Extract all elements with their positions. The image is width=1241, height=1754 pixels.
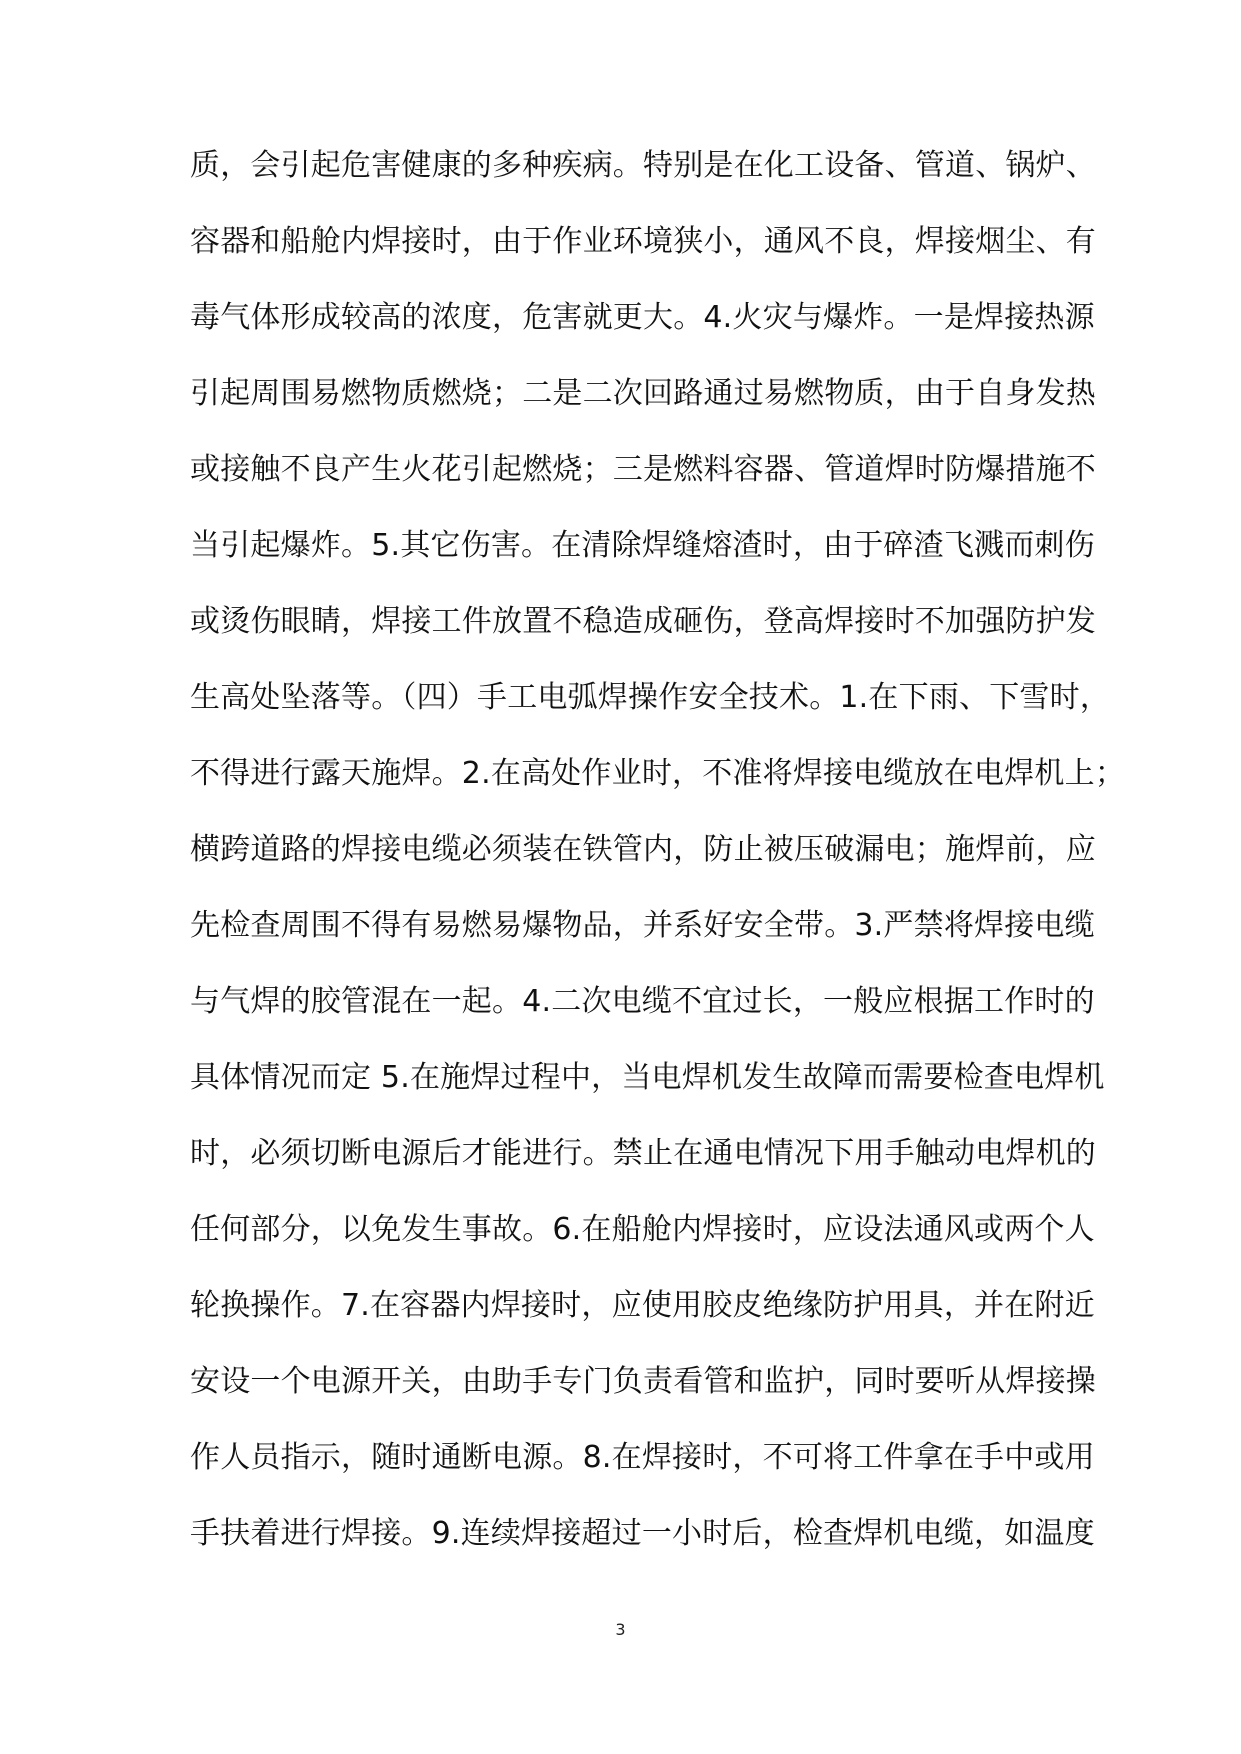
text-line: 不得进行露天施焊。2.在高处作业时，不准将焊接电缆放在电焊机上； [190, 756, 1126, 791]
text-line: 毒气体形成较高的浓度，危害就更大。4.火灾与爆炸。一是焊接热源 [190, 300, 1095, 335]
text-line: 作人员指示，随时通断电源。8.在焊接时，不可将工件拿在手中或用 [190, 1440, 1095, 1475]
text-line: 任何部分，以免发生事故。6.在船舱内焊接时，应设法通风或两个人 [190, 1212, 1095, 1247]
text-line: 或烫伤眼睛，焊接工件放置不稳造成砸伤，登高焊接时不加强防护发 [190, 604, 1096, 639]
text-line: 或接触不良产生火花引起燃烧；三是燃料容器、管道焊时防爆措施不 [190, 452, 1096, 487]
text-line: 横跨道路的焊接电缆必须装在铁管内，防止被压破漏电；施焊前，应 [190, 832, 1096, 867]
text-line: 当引起爆炸。5.其它伤害。在清除焊缝熔渣时，由于碎渣飞溅而刺伤 [190, 528, 1095, 563]
text-line: 先检查周围不得有易燃易爆物品，并系好安全带。3.严禁将焊接电缆 [190, 908, 1095, 943]
body-text [190, 128, 1126, 1572]
text-line: 引起周围易燃物质燃烧；二是二次回路通过易燃物质，由于自身发热 [190, 376, 1096, 411]
text-line: 容器和船舱内焊接时，由于作业环境狭小，通风不良，焊接烟尘、有 [190, 224, 1096, 259]
page-number: 3 [615, 1620, 626, 1639]
text-line: 时，必须切断电源后才能进行。禁止在通电情况下用手触动电焊机的 [190, 1136, 1096, 1171]
text-line: 安设一个电源开关，由助手专门负责看管和监护，同时要听从焊接操 [190, 1364, 1096, 1399]
text-line: 生高处坠落等。（四）手工电弧焊操作安全技术。1.在下雨、下雪时， [190, 680, 1111, 715]
text-line: 与气焊的胶管混在一起。4.二次电缆不宜过长，一般应根据工作时的 [190, 984, 1095, 1019]
text-line: 质，会引起危害健康的多种疾病。特别是在化工设备、管道、锅炉、 [190, 148, 1096, 183]
text-line: 具体情况而定 5.在施焊过程中，当电焊机发生故障而需要检查电焊机 [190, 1060, 1105, 1095]
text-line: 轮换操作。7.在容器内焊接时，应使用胶皮绝缘防护用具，并在附近 [190, 1288, 1095, 1323]
text-line: 手扶着进行焊接。9.连续焊接超过一小时后，检查焊机电缆，如温度 [190, 1516, 1095, 1551]
